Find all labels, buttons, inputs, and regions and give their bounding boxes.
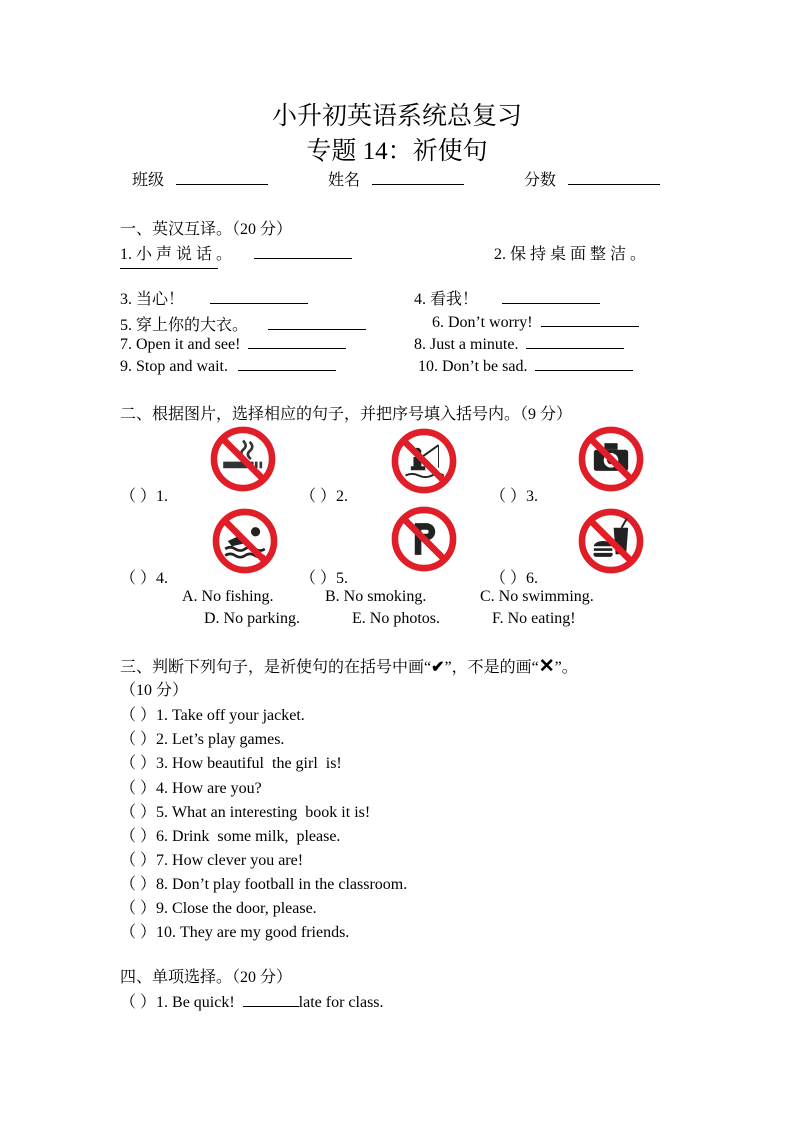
section2-heading: 二、根据图片，选择相应的句子，并把序号填入括号内。（9 分） — [120, 406, 573, 423]
answer-bracket[interactable]: （ ） — [120, 900, 157, 917]
answer-bracket[interactable]: （ ） — [490, 570, 527, 587]
s1-item-text: 10. Don’t be sad. — [418, 358, 528, 375]
slot-number: 3. — [526, 488, 539, 505]
question-text: 1. Be quick! — [156, 994, 235, 1011]
sentence: 9. Close the door, please. — [156, 900, 317, 917]
answer-bracket[interactable]: （ ） — [120, 828, 157, 845]
s3-item-2 — [120, 726, 284, 749]
section1-heading: 一、英汉互译。（20 分） — [120, 221, 293, 238]
answer-blank[interactable] — [238, 356, 336, 371]
s2-slot-3 — [490, 483, 538, 506]
class-blank[interactable] — [176, 170, 268, 185]
sentence: 3. How beautiful the girl is! — [156, 755, 342, 772]
section4-heading: 四、单项选择。（20 分） — [120, 969, 293, 986]
answer-bracket[interactable]: （ ） — [120, 780, 157, 797]
answer-blank[interactable] — [243, 992, 299, 1007]
answer-bracket[interactable]: （ ） — [490, 488, 527, 505]
answer-blank[interactable] — [535, 356, 633, 371]
s1-item-3 — [120, 286, 308, 309]
s1-item-text: 3. 当心！ — [120, 291, 185, 308]
answer-blank[interactable] — [502, 289, 600, 304]
no-eating-sign-icon — [578, 508, 644, 574]
name-label: 姓名 — [328, 172, 361, 189]
answer-bracket[interactable]: （ ） — [120, 707, 157, 724]
heading-text: ”。 — [554, 659, 578, 676]
no-smoking-sign-icon — [210, 426, 276, 492]
answer-bracket[interactable]: （ ） — [120, 731, 157, 748]
answer-blank[interactable] — [526, 334, 624, 349]
s1-item-text: 8. Just a minute. — [414, 336, 519, 353]
s1-item-9 — [120, 356, 336, 376]
sentence: 4. How are you? — [156, 780, 262, 797]
option-e: E. No photos. — [352, 610, 440, 627]
s2-slot-5 — [300, 565, 348, 588]
no-swimming-sign-icon — [212, 508, 278, 574]
s1-item-text: 4. 看我！ — [414, 291, 479, 308]
page-title: 小升初英语系统总复习 — [271, 103, 522, 130]
cross-mark-icon: ✕ — [538, 656, 555, 677]
check-mark-icon: ✔ — [431, 659, 445, 676]
answer-bracket[interactable]: （ ） — [120, 876, 157, 893]
s3-item-4 — [120, 775, 262, 798]
slot-number: 2. — [336, 488, 349, 505]
heading-text: 三、判断下列句子，是祈使句的在括号中画“ — [120, 659, 432, 676]
option-a: A. No fishing. — [182, 588, 274, 605]
s3-item-9 — [120, 895, 317, 918]
answer-bracket[interactable]: （ ） — [120, 924, 157, 941]
option-c: C. No swimming. — [480, 588, 594, 605]
s1-item-8 — [414, 334, 624, 354]
option-f: F. No eating! — [492, 610, 576, 627]
slot-number: 5. — [336, 570, 349, 587]
s1-item-6 — [432, 312, 639, 332]
sentence: 10. They are my good friends. — [156, 924, 350, 941]
answer-bracket[interactable]: （ ） — [120, 570, 157, 587]
slot-number: 6. — [526, 570, 539, 587]
answer-blank[interactable] — [248, 334, 346, 349]
section3-heading — [120, 654, 578, 678]
s1-item-text: 5. 穿上你的大衣。 — [120, 317, 249, 334]
score-field — [524, 167, 660, 190]
s4-item-1 — [120, 989, 384, 1012]
heading-text: ”，不是的画“ — [444, 659, 539, 676]
s1-item-text: 9. Stop and wait. — [120, 358, 228, 375]
sentence: 6. Drink some milk, please. — [156, 828, 341, 845]
sentence: 7. How clever you are! — [156, 852, 304, 869]
slot-number: 4. — [156, 570, 169, 587]
page-subtitle: 专题 14：祈使句 — [306, 138, 488, 165]
s2-slot-1 — [120, 483, 168, 506]
answer-bracket[interactable]: （ ） — [120, 994, 157, 1011]
answer-bracket[interactable]: （ ） — [120, 755, 157, 772]
s1-item-5 — [120, 312, 366, 335]
s1-item-2: 2. 保 持 桌 面 整 洁 。 — [494, 246, 647, 263]
score-label: 分数 — [524, 172, 557, 189]
s3-item-10 — [120, 919, 349, 942]
question-text: late for class. — [298, 994, 384, 1011]
score-blank[interactable] — [568, 170, 660, 185]
answer-bracket[interactable]: （ ） — [120, 852, 157, 869]
name-blank[interactable] — [372, 170, 464, 185]
sentence: 2. Let’s play games. — [156, 731, 285, 748]
s1-item-4 — [414, 286, 600, 309]
s3-item-5 — [120, 799, 370, 822]
answer-bracket[interactable]: （ ） — [300, 488, 337, 505]
option-b: B. No smoking. — [325, 588, 427, 605]
section3-points: （10 分） — [120, 682, 189, 699]
s1-item-text: 1. 小 声 说 话 。 — [120, 246, 233, 263]
class-label: 班级 — [132, 172, 165, 189]
answer-blank[interactable] — [254, 244, 352, 259]
sentence: 1. Take off your jacket. — [156, 707, 305, 724]
answer-blank[interactable] — [268, 315, 366, 330]
s1-item-1 — [120, 241, 352, 264]
s3-item-7 — [120, 847, 303, 870]
s3-item-3 — [120, 750, 342, 773]
sentence: 8. Don’t play football in the classroom. — [156, 876, 408, 893]
s3-item-6 — [120, 823, 340, 846]
sentence: 5. What an interesting book it is! — [156, 804, 371, 821]
answer-blank[interactable] — [541, 312, 639, 327]
answer-blank[interactable] — [120, 268, 218, 269]
s1-item-7 — [120, 334, 346, 354]
no-photos-sign-icon — [578, 426, 644, 492]
answer-bracket[interactable]: （ ） — [300, 570, 337, 587]
name-field — [328, 167, 464, 190]
class-field — [132, 167, 268, 190]
s2-slot-2 — [300, 483, 348, 506]
s1-item-10 — [418, 356, 633, 376]
answer-bracket[interactable]: （ ） — [120, 804, 157, 821]
no-fishing-sign-icon — [391, 428, 457, 494]
s1-item-text: 6. Don’t worry! — [432, 314, 533, 331]
answer-bracket[interactable]: （ ） — [120, 488, 157, 505]
s2-slot-4 — [120, 565, 168, 588]
no-parking-sign-icon — [391, 506, 457, 572]
option-d: D. No parking. — [204, 610, 300, 627]
s3-item-8 — [120, 871, 407, 894]
s2-slot-6 — [490, 565, 538, 588]
s1-item-text: 7. Open it and see! — [120, 336, 241, 353]
slot-number: 1. — [156, 488, 169, 505]
answer-blank[interactable] — [210, 289, 308, 304]
s3-item-1 — [120, 702, 305, 725]
